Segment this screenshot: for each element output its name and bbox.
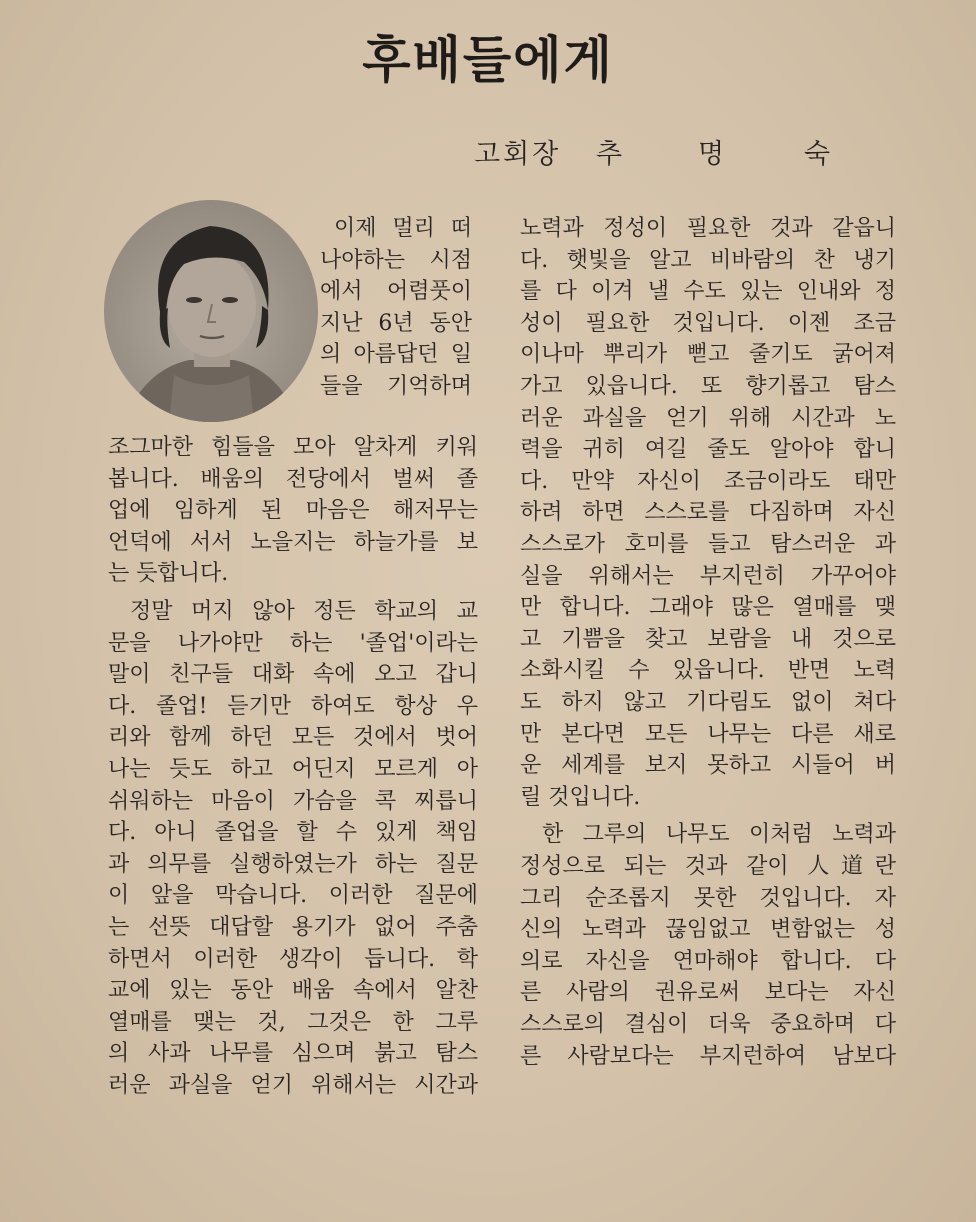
text-line: 릴 것입니다. (520, 784, 641, 810)
text-line: 는 선뜻 대답할 용기가 없어 주춤 (108, 915, 478, 940)
text-line: 를 다 이겨 낼 수도 있는 인내와 정 (520, 279, 896, 305)
text-line: 봅니다. 배움의 전당에서 벌써 졸 (108, 466, 478, 492)
text-line: 조그마한 힘들을 모아 알차게 키워 (108, 435, 478, 460)
text-line: 정성으로 되는 것과 같이 人道란 (520, 854, 896, 879)
author-role: 고회장 (474, 139, 562, 170)
text-line: 정말 머지 않아 정든 학교의 교 (130, 599, 478, 624)
text-line: 하려 하면 스스로를 다짐하며 자신 (520, 500, 896, 526)
text-line: 열매를 맺는 것, 그것은 한 그루 (108, 1009, 478, 1035)
text-line: 에서 어렴풋이 (320, 279, 472, 305)
text-line: 말이 친구들 대화 속에 오고 갑니 (108, 662, 478, 688)
text-line: 나야하는 시점 (320, 247, 472, 273)
text-line: 는 듯합니다. (108, 561, 229, 587)
text-line: 이 앞을 막습니다. 이러한 질문에 (108, 883, 478, 909)
text-line: 다. 햇빛을 알고 비바람의 찬 냉기 (520, 247, 896, 273)
text-line: 그리 순조롭지 못한 것입니다. 자 (520, 885, 896, 911)
text-line: 러운 과실을 얻기 위해 시간과 노 (520, 405, 896, 431)
text-line: 문을 나가야만 하는 '졸업'이라는 (108, 630, 478, 656)
portrait-photo-icon (104, 200, 318, 422)
text-line: 실을 위해서는 부지런히 가꾸어야 (520, 563, 896, 589)
text-line: 의로 자신을 연마해야 합니다. 다 (520, 948, 896, 974)
text-line: 나는 듯도 하고 어딘지 모르게 아 (108, 757, 478, 782)
text-line: 다. 졸업! 듣기만 하여도 항상 우 (108, 693, 478, 719)
text-line: 리와 함께 하던 모든 것에서 벗어 (108, 725, 478, 751)
text-line: 스스로가 호미를 들고 탐스러운 과 (520, 532, 896, 557)
text-line: 업에 임하게 된 마음은 해저무는 (108, 498, 478, 524)
author-name-char: 명 (698, 139, 725, 170)
portrait-photo (104, 200, 318, 422)
text-line: 소화시킬 수 있읍니다. 반면 노력 (520, 658, 896, 684)
text-line: 과 의무를 실행하였는가 하는 질문 (108, 851, 478, 877)
text-line: 운 세계를 보지 못하고 시들어 버 (520, 753, 896, 779)
author-name-char: 추 (596, 139, 623, 170)
text-line: 도 하지 않고 기다림도 없이 쳐다 (520, 690, 896, 715)
text-line: 러운 과실을 얻기 위해서는 시간과 (108, 1073, 478, 1098)
text-line: 다. 만약 자신이 조금이라도 태만 (520, 468, 896, 494)
text-line: 교에 있는 동안 배움 속에서 알찬 (108, 978, 478, 1004)
author-name-char: 숙 (804, 139, 831, 170)
text-line: 지난 6년 동안 (320, 310, 472, 336)
text-line: 한 그루의 나무도 이처럼 노력과 (542, 822, 896, 848)
text-line: 언덕에 서서 노을지는 하늘가를 보 (108, 529, 478, 555)
text-line: 만 합니다. 그래야 많은 열매를 맺 (520, 595, 896, 621)
text-line: 들을 기억하며 (320, 374, 472, 399)
text-line: 이제 멀리 떠 (334, 216, 472, 241)
text-line: 하면서 이러한 생각이 듭니다. 학 (108, 946, 478, 972)
text-line: 고 기쁨을 찾고 보람을 내 것으로 (520, 626, 896, 652)
text-line: 만 본다면 모든 나무는 다른 새로 (520, 721, 896, 747)
text-line: 성이 필요한 것입니다. 이젠 조금 (520, 310, 896, 336)
text-line: 스스로의 결심이 더욱 중요하며 다 (520, 1012, 896, 1037)
text-line: 다. 아니 졸업을 할 수 있게 책임 (108, 820, 478, 846)
article-title: 후배들에게 (362, 30, 614, 89)
text-line: 신의 노력과 끊임없고 변함없는 성 (520, 917, 896, 943)
text-line: 른 사람보다는 부지런하여 남보다 (520, 1043, 896, 1069)
text-line: 의 사과 나무를 심으며 붉고 탐스 (108, 1041, 478, 1067)
text-line: 노력과 정성이 필요한 것과 같읍니 (520, 216, 896, 241)
text-line: 른 사람의 권유로써 보다는 자신 (520, 980, 896, 1006)
text-line: 이나마 뿌리가 뻗고 줄기도 굵어져 (520, 342, 896, 368)
text-line: 가고 있읍니다. 또 향기롭고 탐스 (520, 374, 896, 399)
text-line: 의 아름답던 일 (320, 342, 472, 368)
text-line: 력을 귀히 여길 줄도 알아야 합니 (520, 437, 896, 463)
text-line: 쉬워하는 마음이 가슴을 콕 찌릅니 (108, 788, 478, 814)
